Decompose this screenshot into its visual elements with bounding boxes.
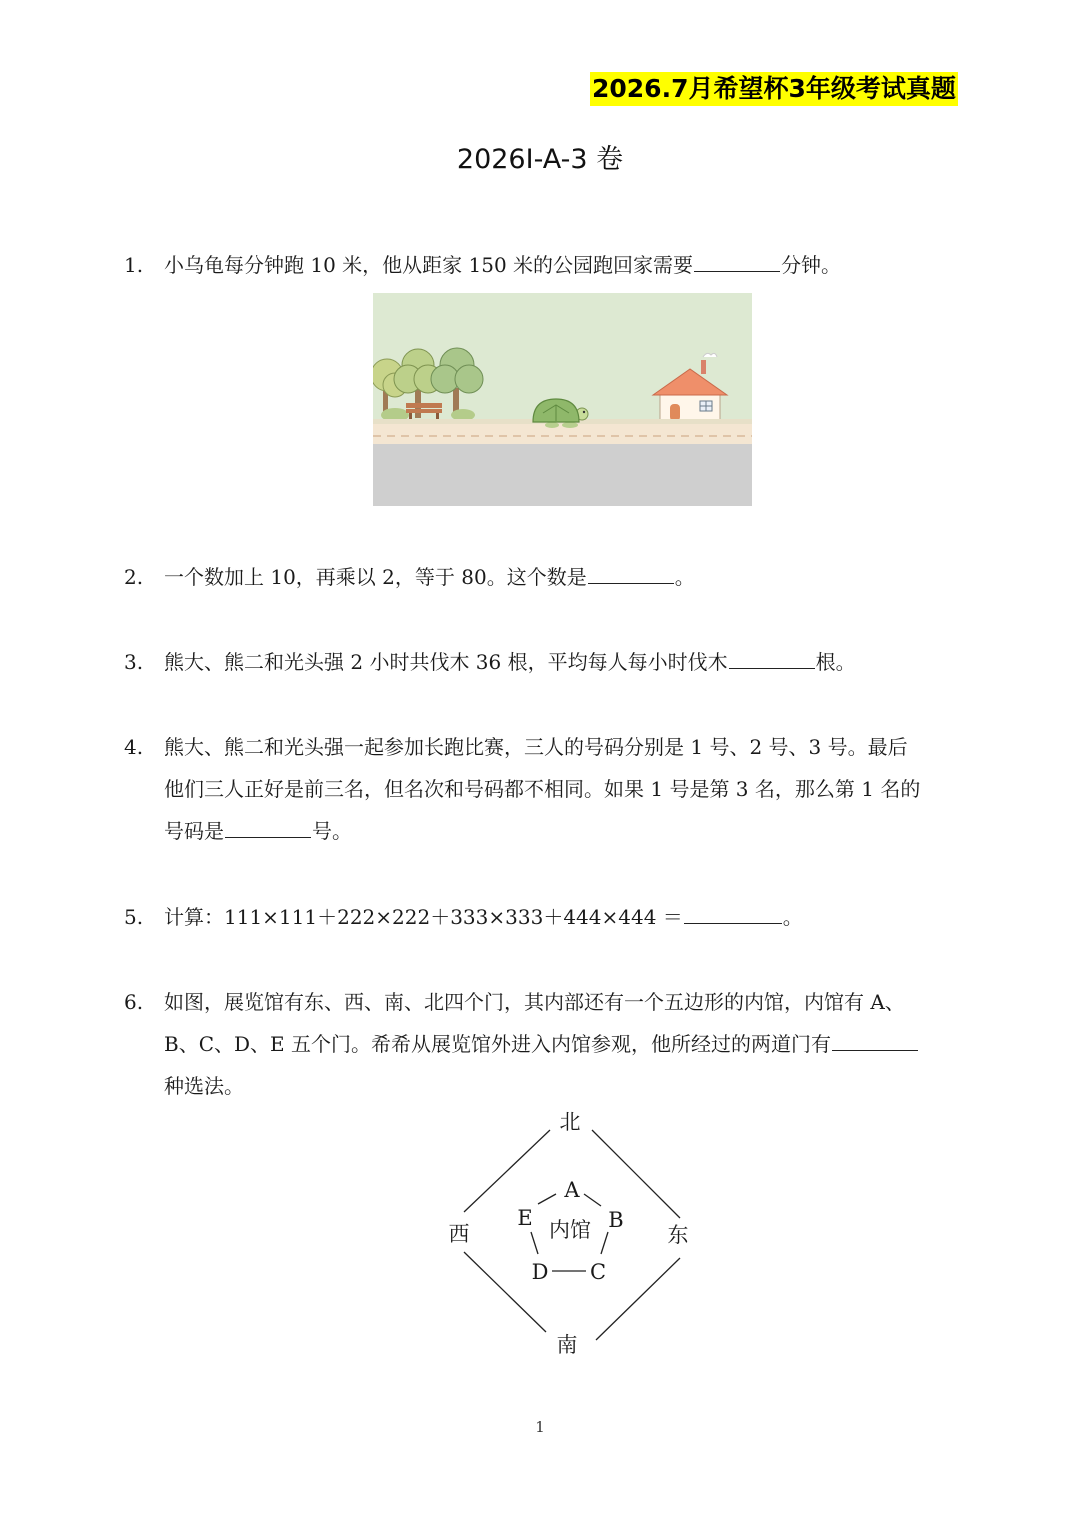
inner-wall <box>531 1232 538 1254</box>
question-text: 根。 <box>815 650 856 674</box>
question-text: B、C、D、E 五个门。希希从展览馆外进入内馆参观，他所经过的两道门有 <box>164 1032 831 1056</box>
question-number: 6. <box>124 990 144 1014</box>
page-number: 1 <box>535 1418 545 1436</box>
answer-blank[interactable] <box>694 247 780 272</box>
question-body <box>164 641 964 683</box>
inner-wall <box>538 1194 556 1204</box>
inner-wall <box>601 1232 608 1254</box>
answer-blank[interactable] <box>729 644 815 669</box>
question-line <box>164 556 964 598</box>
question-text: 号。 <box>312 819 352 843</box>
answer-blank[interactable] <box>588 559 674 584</box>
gate-north-label: 北 <box>559 1110 581 1134</box>
outer-wall <box>596 1258 680 1340</box>
answer-blank[interactable] <box>225 813 311 838</box>
answer-blank[interactable] <box>684 899 782 924</box>
question-number: 1. <box>124 253 144 277</box>
question-line: 如图，展览馆有东、西、南、北四个门，其内部还有一个五边形的内馆，内馆有 A、 <box>164 990 905 1014</box>
sidewalk <box>373 424 752 444</box>
question-text: 。 <box>674 565 695 589</box>
gate-south-label: 南 <box>556 1333 578 1357</box>
gate-a-label: A <box>564 1178 580 1202</box>
inner-wall <box>584 1194 601 1206</box>
turtle-park-illustration <box>373 293 752 506</box>
question-body <box>164 244 964 286</box>
answer-blank[interactable] <box>832 1026 918 1051</box>
exam-banner: 2026.7月希望杯3年级考试真题 <box>590 72 958 106</box>
question-line: 他们三人正好是前三名，但名次和号码都不相同。如果 1 号是第 3 名，那么第 1 名的 <box>164 777 921 801</box>
question-body <box>164 726 964 852</box>
gate-d-label: D <box>531 1260 549 1284</box>
question-line <box>164 244 964 286</box>
question-text: 号码是 <box>164 819 224 843</box>
question-number: 5. <box>124 905 144 929</box>
question-body <box>164 896 964 938</box>
outer-wall <box>464 1130 550 1212</box>
gate-b-label: B <box>608 1208 624 1232</box>
gate-c-label: C <box>589 1260 607 1284</box>
question-line: 种选法。 <box>164 1074 244 1098</box>
inner-hall-label: 内馆 <box>549 1218 591 1242</box>
question-text: 计算：111×111＋222×222＋333×333＋444×444 ＝ <box>164 905 683 929</box>
gate-west-label: 西 <box>448 1222 470 1246</box>
question-number: 2. <box>124 565 144 589</box>
question-text: 熊大、熊二和光头强 2 小时共伐木 36 根，平均每人每小时伐木 <box>164 650 728 674</box>
question-line <box>164 896 964 938</box>
gate-east-label: 东 <box>667 1223 689 1247</box>
question-number: 4. <box>124 735 144 759</box>
question-body <box>164 556 964 598</box>
question-line <box>164 641 964 683</box>
outer-wall <box>592 1130 680 1218</box>
question-body <box>164 981 964 1107</box>
gate-e-label: E <box>517 1206 533 1230</box>
question-number: 3. <box>124 650 144 674</box>
question-text: 分钟。 <box>781 253 842 277</box>
question-text: 一个数加上 10，再乘以 2，等于 80。这个数是 <box>164 565 587 589</box>
question-line <box>164 810 964 852</box>
question-text: 。 <box>782 905 803 929</box>
question-line: 熊大、熊二和光头强一起参加长跑比赛，三人的号码分别是 1 号、2 号、3 号。最后 <box>164 735 908 759</box>
paper-title: 2026I-A-3 卷 <box>456 144 624 175</box>
road <box>373 444 752 506</box>
question-line <box>164 1023 964 1065</box>
exhibition-hall-diagram <box>430 1100 710 1370</box>
question-text: 小乌龟每分钟跑 10 米，他从距家 150 米的公园跑回家需要 <box>164 253 694 277</box>
